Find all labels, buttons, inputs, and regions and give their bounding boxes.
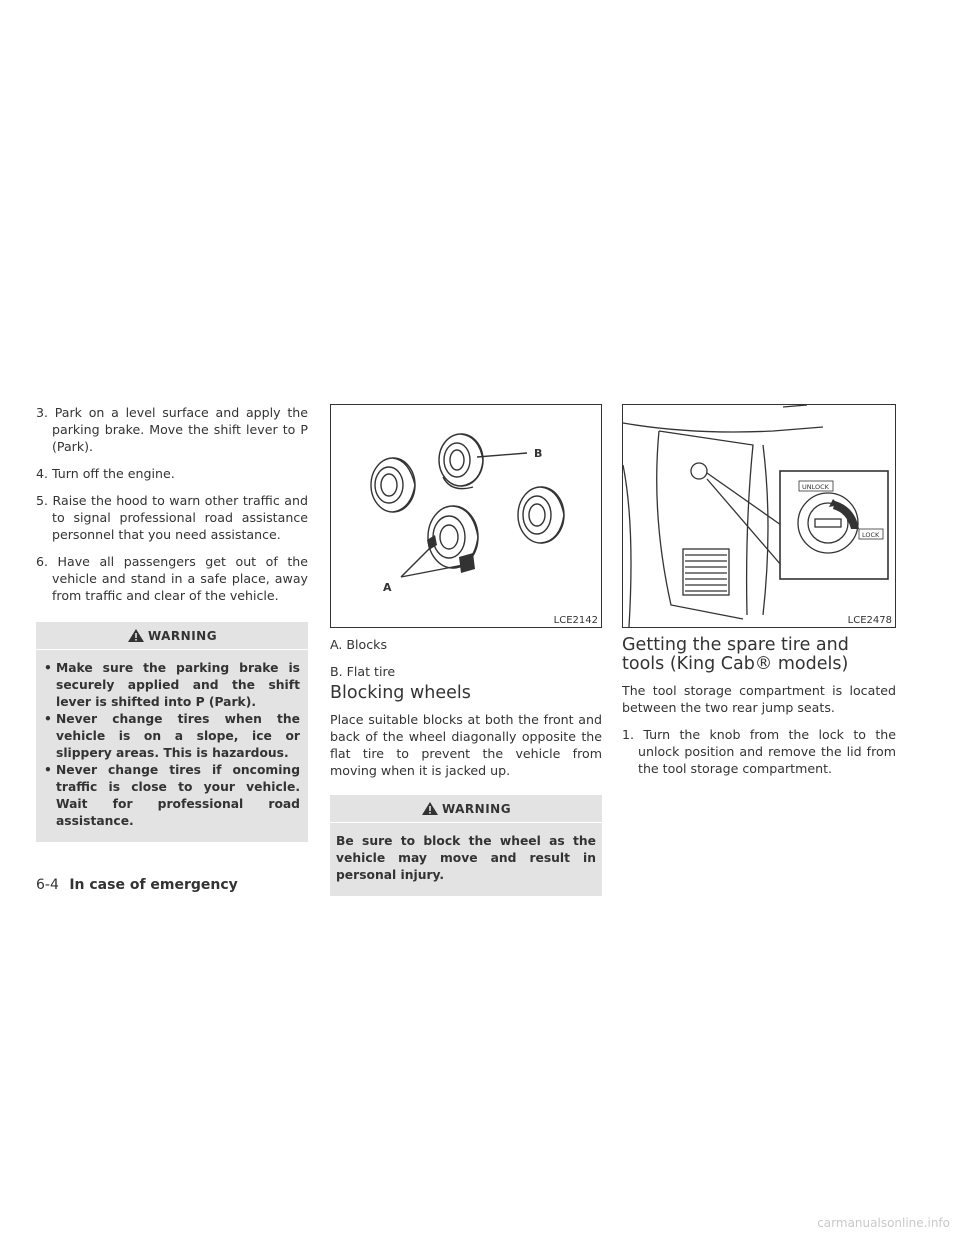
warning-item: • Never change tires if oncoming traffic is close to your vehicle. Wait for professional road assistance.	[36, 762, 308, 830]
lock-figure	[622, 404, 896, 628]
warning-box	[330, 795, 602, 896]
label-a: A	[383, 581, 392, 594]
warning-icon	[421, 801, 439, 816]
step-3: 3. Park on a level surface and apply the parking brake. Move the shift lever to P (Park).	[36, 405, 308, 454]
step-6: 6. Have all passengers get out of the vehicle and stand in a safe place, away from traffic and clear of the vehicle.	[36, 554, 308, 603]
warning-item: • Never change tires when the vehicle is on a slope, ice or slippery areas. This is hazardous.	[36, 711, 308, 762]
label-b: B	[534, 447, 543, 460]
tool-storage-lock-illustration	[623, 405, 895, 627]
warning-title: WARNING	[147, 628, 218, 643]
warning-icon	[127, 628, 145, 643]
paragraph: Place suitable blocks at both the front and back of the wheel diagonally opposite the flat tire to prevent the vehicle from moving when it is jacked up.	[330, 712, 602, 778]
wheel-blocks-illustration	[331, 405, 601, 627]
step-5: 5. Raise the hood to warn other traffic and to signal professional road assistance personnel that you need assistance.	[36, 493, 308, 542]
lock-label: LOCK	[862, 531, 880, 539]
warning-text: Be sure to block the wheel as the vehicle may move and result in personal injury.	[336, 834, 596, 882]
section-heading: Blocking wheels	[330, 683, 471, 703]
step-4: 4. Turn off the engine.	[36, 466, 175, 481]
warning-item: • Make sure the parking brake is securely applied and the shift lever is shifted into P (Park).	[36, 660, 308, 711]
page-number: 6-4	[36, 877, 59, 893]
figure-code: LCE2142	[553, 615, 598, 626]
watermark: carmanualsonline.info	[817, 1216, 950, 1230]
paragraph: The tool storage compartment is located between the two rear jump seats.	[622, 683, 896, 715]
caption-a: A. Blocks	[330, 637, 388, 652]
column-left	[36, 404, 308, 842]
section-heading: Getting the spare tire and tools (King Cab® models)	[622, 635, 849, 674]
caption-b: B. Flat tire	[330, 664, 396, 679]
blocks-figure	[330, 404, 602, 628]
page-footer	[36, 877, 238, 893]
section-title: In case of emergency	[69, 877, 238, 893]
figure-code: LCE2478	[847, 615, 892, 626]
warning-title: WARNING	[441, 801, 512, 816]
column-right	[622, 404, 896, 787]
column-middle	[330, 404, 602, 896]
unlock-label: UNLOCK	[802, 483, 829, 491]
step-1: 1. Turn the knob from the lock to the unlock position and remove the lid from the tool storage compartment.	[622, 727, 896, 776]
warning-box	[36, 622, 308, 842]
